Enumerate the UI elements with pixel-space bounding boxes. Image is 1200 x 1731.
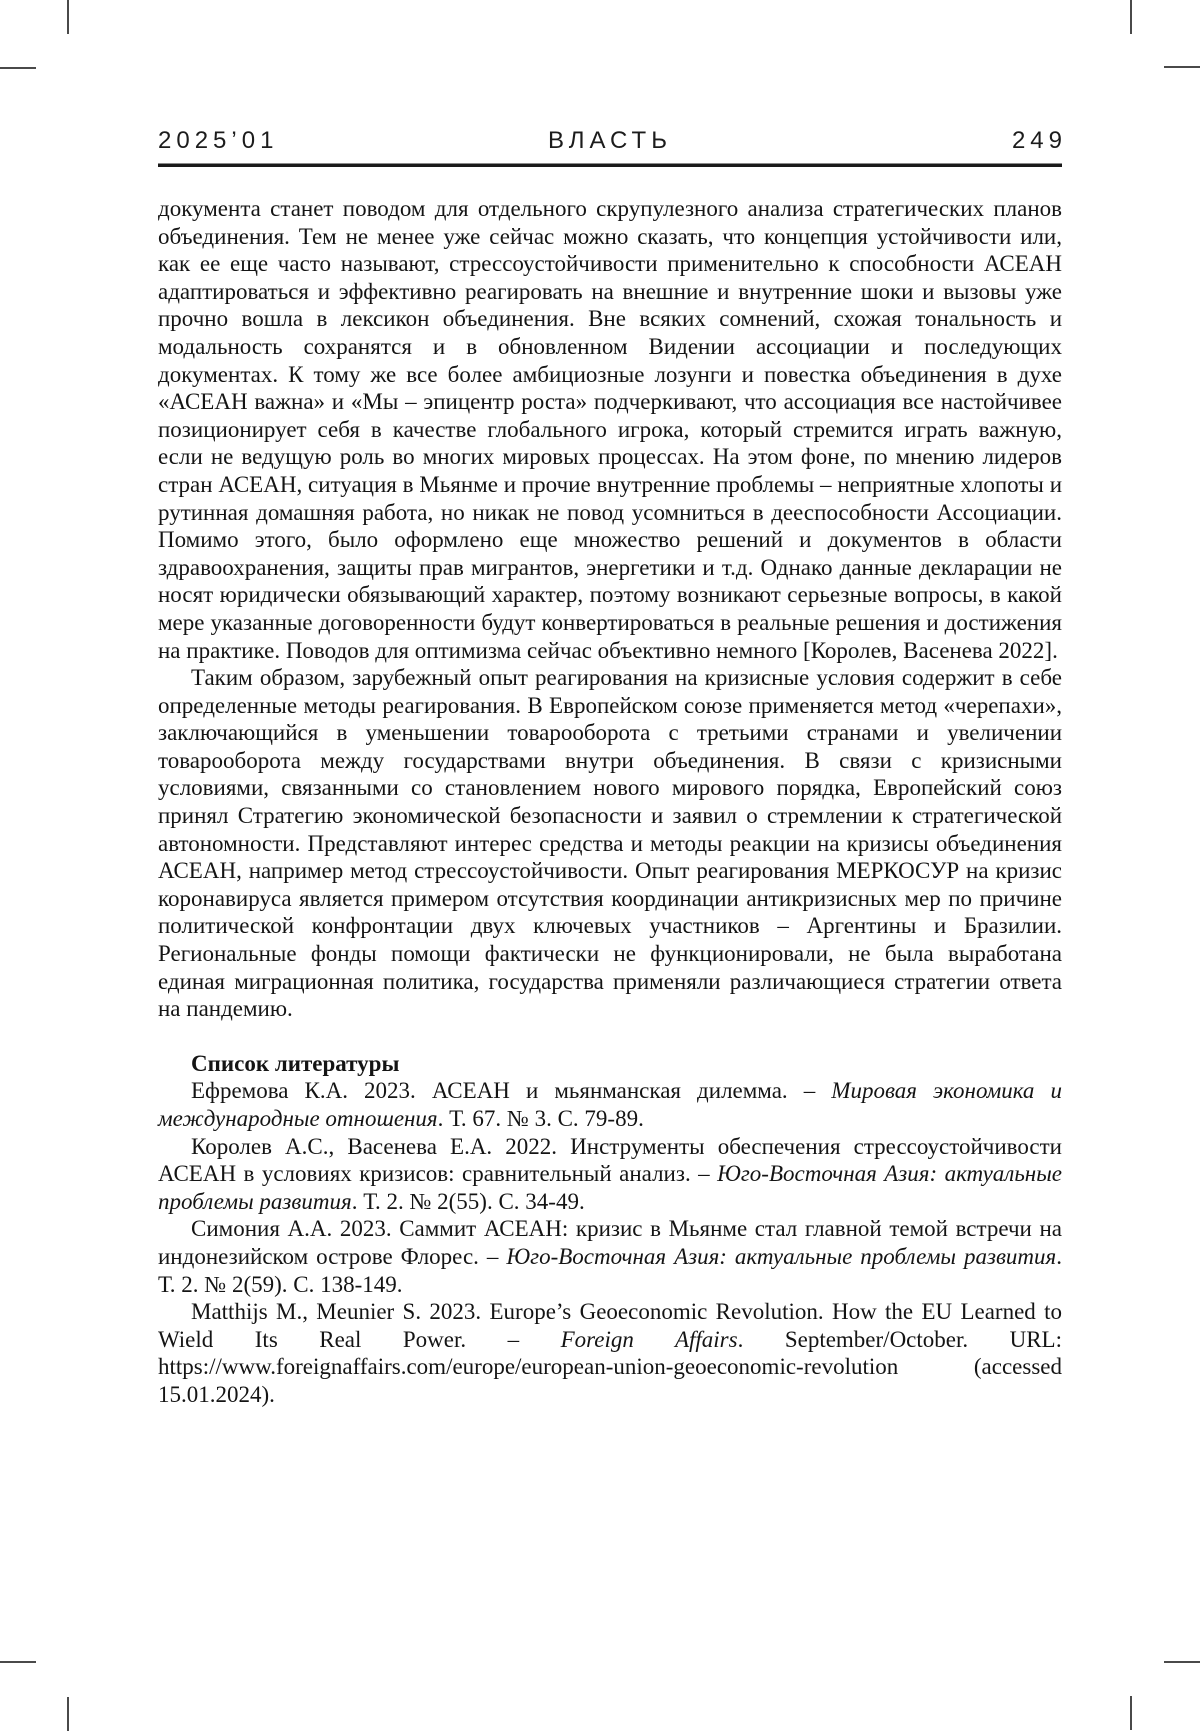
crop-mark-bottom-right-horizontal xyxy=(1164,1661,1200,1663)
crop-mark-top-left-horizontal xyxy=(0,67,36,69)
article-body xyxy=(158,195,1062,1023)
reference-text: . Т. 67. № 3. С. 79-89. xyxy=(437,1106,644,1131)
reference-journal-title: Юго-Восточная Азия: актуальные проблемы развития xyxy=(158,1161,1062,1214)
reference-text: . Т. 2. № 2(59). С. 138-149. xyxy=(158,1243,1062,1297)
reference-text: Симония А.А. 2023. Саммит АСЕАН: кризис в Мьянме стал главной темой встречи на индонезийском острове Флорес. – xyxy=(158,1216,1062,1269)
references-section xyxy=(158,1050,1062,1409)
header-rule xyxy=(158,163,1062,167)
reference-text: . September/October. URL: https://www.foreignaffairs.com/europe/european-union-geoeconomic-revolution (accessed 15.01.2024). xyxy=(158,1326,1062,1407)
crop-mark-top-right-vertical xyxy=(1130,0,1132,34)
reference-text: . Т. 2. № 2(55). С. 34-49. xyxy=(351,1188,585,1214)
crop-mark-top-left-vertical xyxy=(67,0,69,34)
body-paragraph: Таким образом, зарубежный опыт реагирования на кризисные условия содержит в себе определенные методы реагирования. В Европейском союзе применяется метод «черепахи», заключающийся в уменьшении товарооборота с третьими странами и увеличении товарооборота между государствами внутри объединения. В связи с кризисными условиями, связанными со становлением нового мирового порядка, Европейский союз принял Стратегию экономической безопасности и заявил о стремлении к стратегической автономности. Представляют интерес средства и методы реакции на кризисы объединения АСЕАН, например метод стрессоустойчивости. Опыт реагирования МЕРКОСУР на кризис коронавируса является примером отсутствия координации антикризисных мер по причине политической конфронтации двух ключевых участников – Аргентины и Бразилии. Региональные фонды помощи фактически не функционировали, не была выработана единая миграционная политика, государства применяли различающиеся стратегии ответа на пандемию. xyxy=(158,665,1062,1022)
body-paragraph: документа станет поводом для отдельного скрупулезного анализа стратегических планов объединения. Тем не менее уже сейчас можно сказать, что концепция устойчивости или, как ее еще часто называют, стрессоустойчивости применительно к способности АСЕАН адаптироваться и эффективно реагировать на внешние и внутренние шоки и вызовы уже прочно вошла в лексикон объединения. Вне всяких сомнений, схожая тональность и модальность сохранятся и в обновленном Видении ассоциации и последующих документах. К тому же все более амбициозные лозунги и повестка объединения в духе «АСЕАН важна» и «Мы – эпицентр роста» подчеркивают, что ассоциация все настойчивее позиционирует себя в качестве глобального игрока, который стремится играть важную, если не ведущую роль во многих мировых процессах. На этом фоне, по мнению лидеров стран АСЕАН, ситуация в Мьянме и прочие внутренние проблемы – неприятные хлопоты и рутинная домашняя работа, но никак не повод усомниться в дееспособности Ассоциации. Помимо этого, было оформлено еще множество решений и документов в области здравоохранения, защиты прав мигрантов, энергетики и т.д. Однако данные декларации не носят юридически обязывающий характер, поэтому возникают серьезные вопросы, в какой мере указанные договоренности будут конвертироваться в реальные решения и достижения на практике. Поводов для оптимизма сейчас объективно немного [Королев, Васенева 2022]. xyxy=(158,196,1062,663)
issue-label: 2025’01 xyxy=(158,127,279,154)
text-column xyxy=(158,126,1067,1409)
journal-title: ВЛАСТЬ xyxy=(548,127,672,154)
reference-text: Ефремова К.А. 2023. АСЕАН и мьянманская дилемма. – xyxy=(191,1078,832,1104)
reference-text: Королев А.С., Васенева Е.А. 2022. Инструменты обеспечения стрессоустойчивости АСЕАН в условиях кризисов: сравнительный анализ. – xyxy=(158,1133,1062,1187)
reference-journal-title: Foreign Affairs xyxy=(560,1326,738,1352)
reference-text: Matthijs M., Meunier S. 2023. Europe’s Geoeconomic Revolution. How the EU Learned to Wield Its Real Power. – xyxy=(158,1299,1062,1352)
crop-mark-bottom-left-horizontal xyxy=(0,1661,36,1663)
reference-journal-title: Мировая экономика и международные отношения xyxy=(158,1078,1062,1131)
references-heading: Список литературы xyxy=(191,1050,400,1076)
running-head xyxy=(158,126,1067,156)
reference-item xyxy=(158,1077,1062,1132)
reference-item xyxy=(158,1133,1062,1216)
crop-mark-top-right-horizontal xyxy=(1164,66,1200,68)
crop-mark-bottom-right-vertical xyxy=(1130,1696,1132,1730)
reference-item xyxy=(158,1298,1062,1408)
crop-mark-bottom-left-vertical xyxy=(67,1697,69,1731)
reference-item xyxy=(158,1215,1062,1298)
page-number: 249 xyxy=(1011,127,1067,154)
reference-journal-title: Юго-Восточная Азия: актуальные проблемы развития xyxy=(506,1243,1057,1269)
